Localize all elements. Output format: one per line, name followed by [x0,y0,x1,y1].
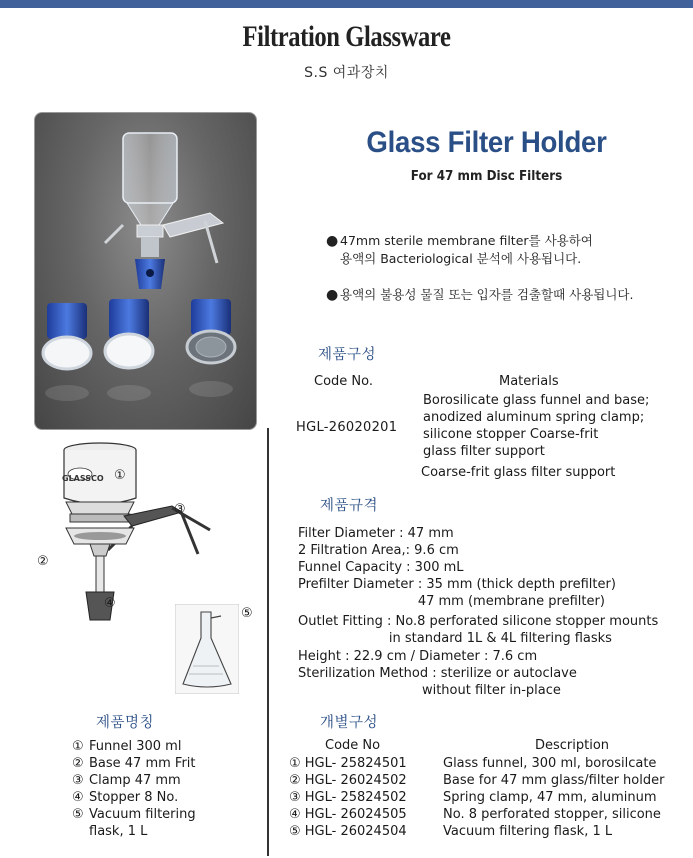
flask-callout-5: ⑤ [241,606,253,621]
product-photo-illustration [35,113,256,429]
table-row: ② HGL- 26024502 [289,773,407,788]
list-item: ① Funnel 300 ml [72,739,182,754]
individual-codes [289,755,407,840]
composition-heading: 제품구성 [318,347,377,363]
list-item: ② Base 47 mm Frit [72,756,196,771]
flask-illustration [175,604,239,694]
bullet-item: ● 47mm sterile membrane filter를 사용하여 용액의 Bacteriological 분석에 사용됩니다. [326,233,593,266]
specs-heading: 제품규격 [320,498,379,514]
spec-line: Height : 22.9 cm / Diameter : 7.6 cm [298,649,538,664]
individual-descriptions [443,755,664,840]
composition-material-last: Coarse-frit glass filter support [421,465,616,480]
spec-line: 47 mm (membrane prefilter) [298,594,605,609]
parts-list [72,738,196,840]
table-row: No. 8 perforated stopper, silicone [443,807,661,822]
bullet-dot-icon: ● [326,287,339,303]
page-subtitle: S.S 여과장치 [304,65,389,81]
diagram-callout-1: ① [114,468,126,483]
composition-code-header: Code No. [314,374,373,389]
composition-materials-header: Materials [499,374,559,389]
diagram-callout-2: ② [37,554,49,569]
top-accent-bar [0,0,693,8]
list-item: ④ Stopper 8 No. [72,790,179,805]
spec-line: in standard 1L & 4L filtering flasks [298,631,612,646]
product-subtitle: For 47 mm Disc Filters [410,169,563,184]
individual-heading: 개별구성 [320,715,379,731]
glassco-logo-text: GLASSCO [62,474,104,483]
table-row: ⑤ HGL- 26024504 [289,824,407,839]
composition-materials: Borosilicate glass funnel and base; anodized aluminum spring clamp; silicone stopper Coarse-frit glass filter support [423,393,650,459]
list-item: ③ Clamp 47 mm [72,773,181,788]
table-row: ③ HGL- 25824502 [289,790,407,805]
spec-line: Outlet Fitting : No.8 perforated silicone stopper mounts [298,614,659,629]
spec-line: Filter Diameter : 47 mm [298,526,454,541]
column-divider [267,428,269,856]
list-item: flask, 1 L [89,824,148,839]
diagram-callout-4: ④ [104,596,116,611]
bullet-item: ● 용액의 불용성 물질 또는 입자를 검출할때 사용됩니다. [326,287,634,303]
product-photo [34,112,257,430]
table-row: ① HGL- 25824501 [289,756,407,771]
table-row: Base for 47 mm glass/filter holder [443,773,665,788]
diagram-callout-3: ③ [174,502,186,517]
table-row: Vacuum filtering flask, 1 L [443,824,613,839]
table-row: Spring clamp, 47 mm, aluminum [443,790,657,805]
spec-line: without filter in-place [298,683,561,698]
spec-line: 2 Filtration Area,: 9.6 cm [298,543,459,558]
spec-line: Sterilization Method : sterilize or autoclave [298,666,577,681]
product-title: Glass Filter Holder [366,126,607,159]
table-row: ④ HGL- 26024505 [289,807,407,822]
spec-line: Funnel Capacity : 300 mL [298,560,464,575]
page-title: Filtration Glassware [242,20,451,53]
bullet-dot-icon: ● [326,233,339,249]
individual-desc-header: Description [535,738,610,753]
spec-line: Prefilter Diameter : 35 mm (thick depth prefilter) [298,577,616,592]
list-item: ⑤ Vacuum filtering [72,807,196,822]
table-row: Glass funnel, 300 ml, borosilcate [443,756,657,771]
flask-drawing [175,604,239,694]
composition-code: HGL-26020201 [296,420,398,435]
parts-heading: 제품명칭 [96,715,155,731]
individual-code-header: Code No [325,738,381,753]
